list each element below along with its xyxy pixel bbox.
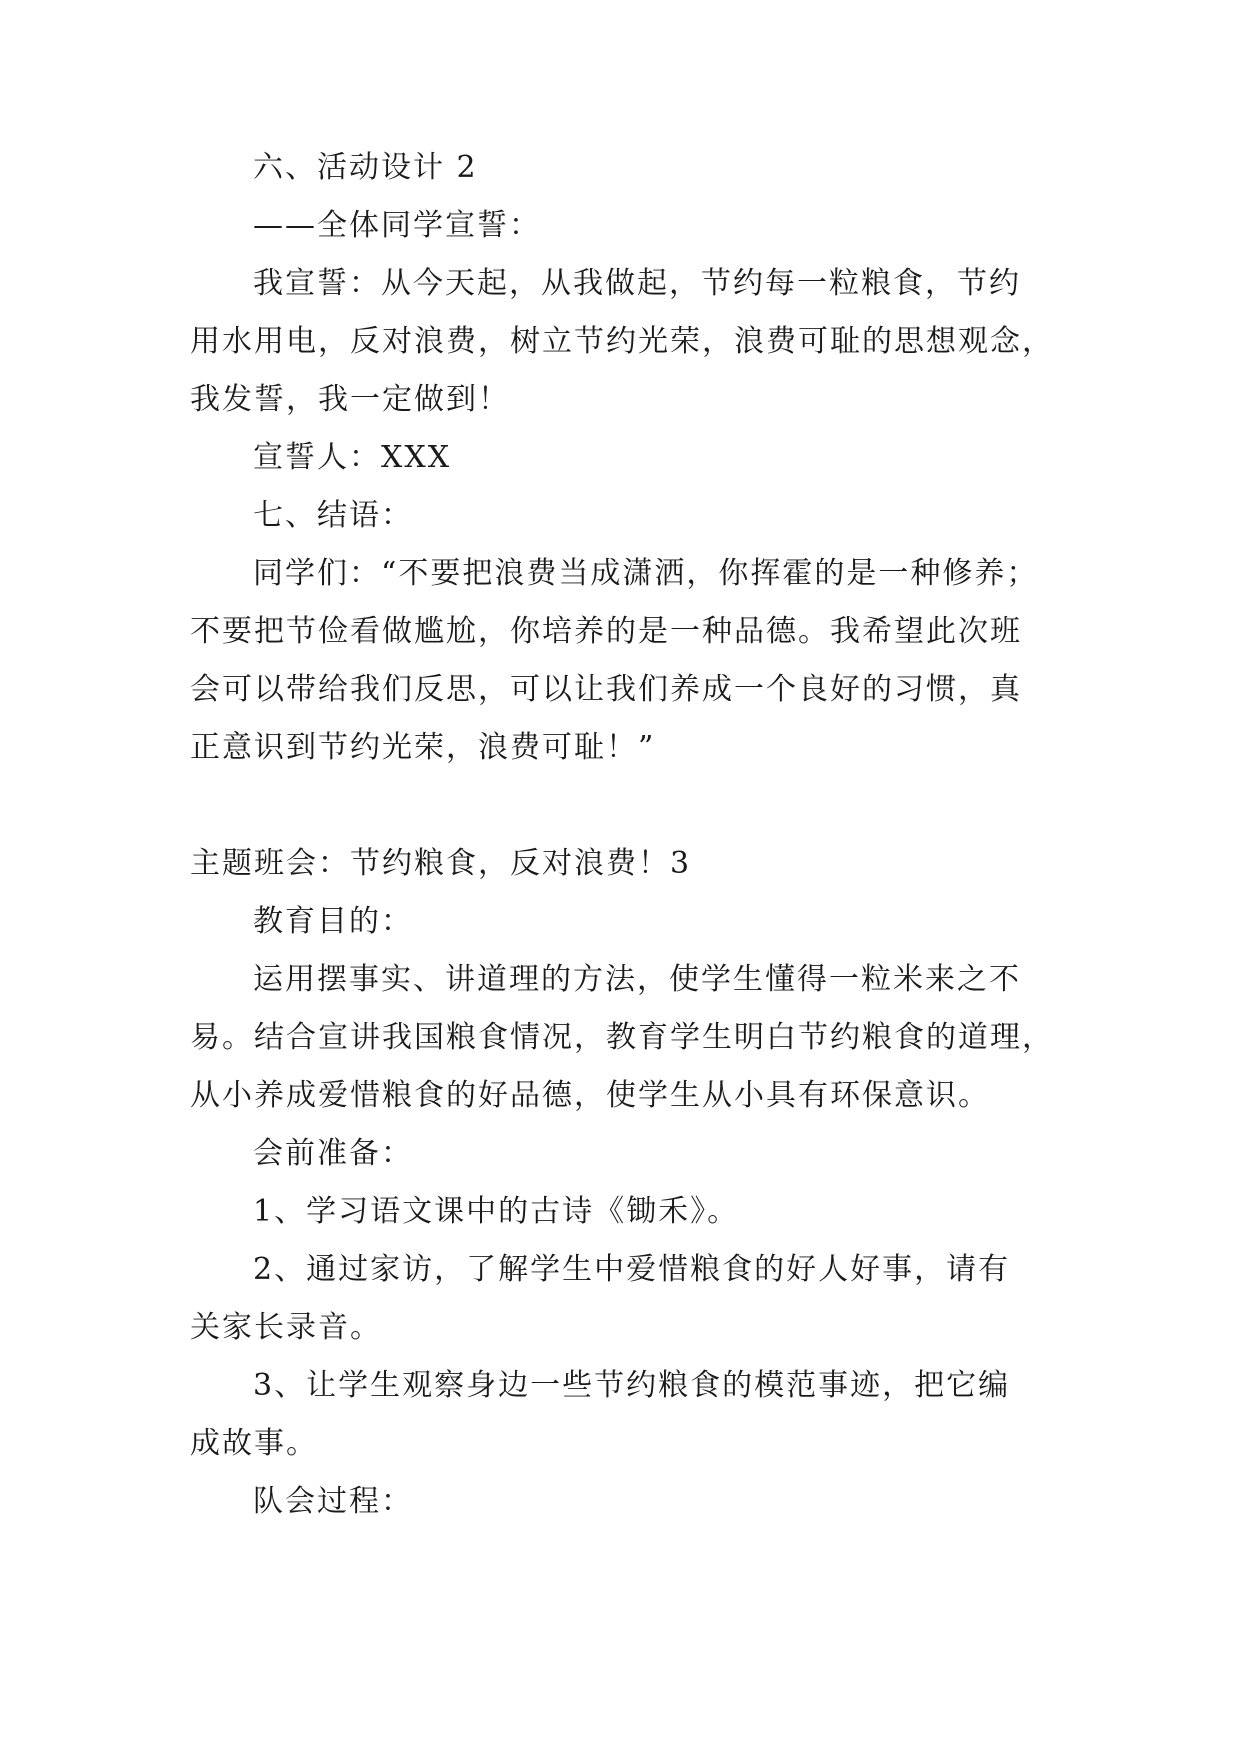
goal-line-3: 从小养成爱惜粮食的好品德，使学生从小具有环保意识。 [190, 1078, 990, 1113]
oath-line-1: 我宣誓：从今天起，从我做起，节约每一粒粮食，节约 [253, 266, 1021, 301]
goal-line-1: 运用摆事实、讲道理的方法，使学生懂得一粒米来之不 [253, 962, 1021, 997]
prep-item-1: 1、学习语文课中的古诗《锄禾》。 [253, 1194, 740, 1229]
closing-line-1: 同学们：“不要把浪费当成潇洒，你挥霍的是一种修养； [253, 556, 1039, 591]
prep-item-2-cont: 关家长录音。 [190, 1310, 382, 1345]
prep-item-2: 2、通过家访，了解学生中爱惜粮食的好人好事，请有 [253, 1252, 1011, 1287]
part-title: 主题班会：节约粮食，反对浪费！3 [190, 846, 692, 881]
goal-line-2: 易。结合宣讲我国粮食情况，教育学生明白节约粮食的道理， [190, 1020, 1054, 1055]
prep-item-3-cont: 成故事。 [190, 1426, 318, 1461]
oath-signer: 宣誓人：XXX [253, 440, 452, 475]
oath-subheading: ——全体同学宣誓： [253, 208, 541, 243]
section-heading-conclusion: 七、结语： [253, 498, 413, 533]
closing-line-3: 会可以带给我们反思，可以让我们养成一个良好的习惯，真 [190, 672, 1022, 707]
goal-heading: 教育目的： [253, 904, 413, 939]
closing-line-4: 正意识到节约光荣，浪费可耻！” [190, 730, 656, 765]
prep-item-3: 3、让学生观察身边一些节约粮食的模范事迹，把它编 [253, 1368, 1011, 1403]
section-heading-activity-design: 六、活动设计 2 [253, 150, 478, 185]
process-heading: 队会过程： [253, 1484, 413, 1519]
oath-line-3: 我发誓，我一定做到！ [190, 382, 510, 417]
closing-line-2: 不要把节俭看做尴尬，你培养的是一种品德。我希望此次班 [190, 614, 1022, 649]
prep-heading: 会前准备： [253, 1136, 413, 1171]
oath-line-2: 用水用电，反对浪费，树立节约光荣，浪费可耻的思想观念， [190, 324, 1054, 359]
